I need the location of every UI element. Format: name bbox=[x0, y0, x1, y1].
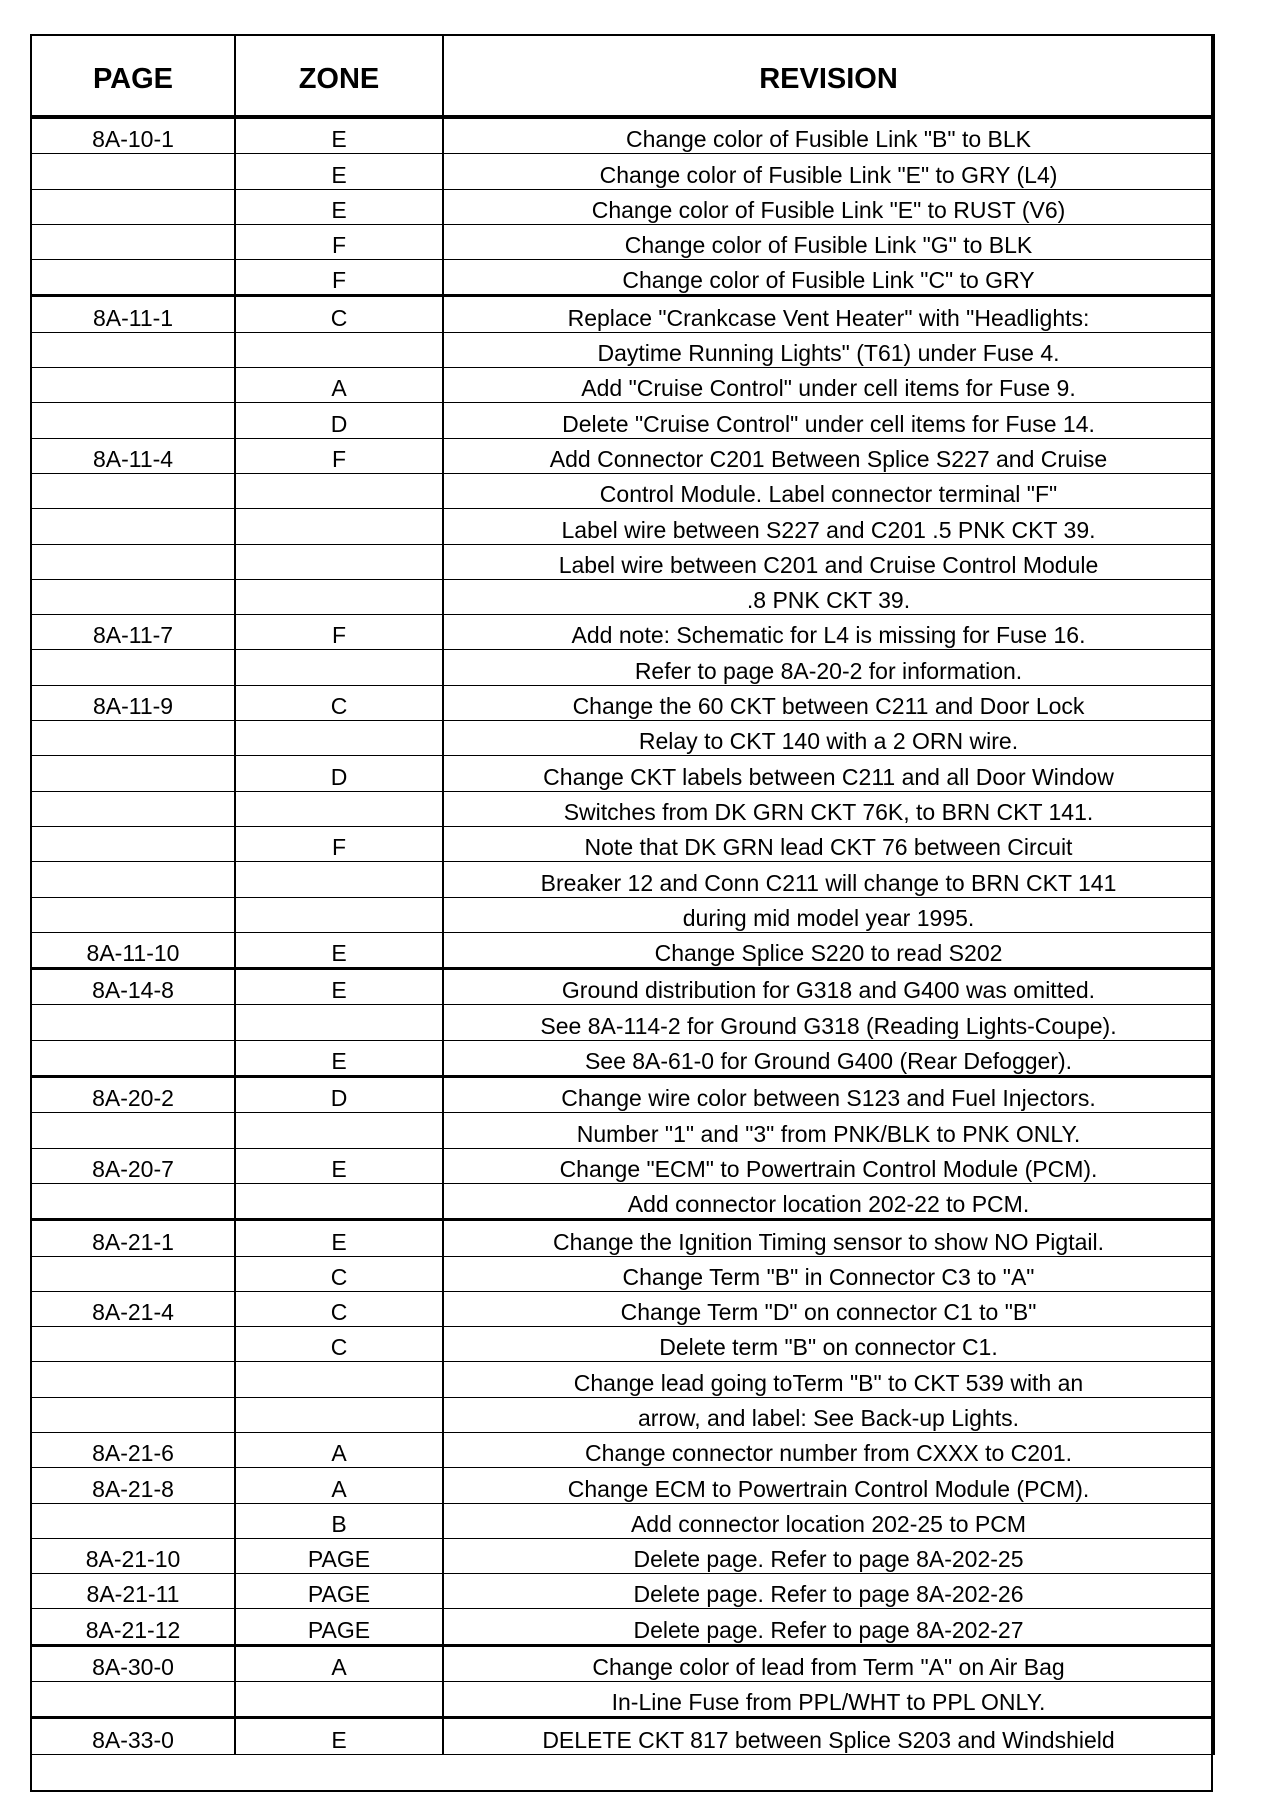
zone-cell bbox=[235, 1397, 443, 1432]
revision-cell: Change "ECM" to Powertrain Control Module (PCM). bbox=[443, 1148, 1214, 1183]
zone-cell: A bbox=[235, 1432, 443, 1467]
revision-cell: arrow, and label: See Back-up Lights. bbox=[443, 1397, 1214, 1432]
revision-cell: .8 PNK CKT 39. bbox=[443, 579, 1214, 614]
revision-cell: Delete "Cruise Control" under cell items for Fuse 14. bbox=[443, 403, 1214, 438]
zone-cell: D bbox=[235, 1077, 443, 1113]
page-cell bbox=[31, 509, 235, 544]
revision-cell: Label wire between C201 and Cruise Control Module bbox=[443, 544, 1214, 579]
zone-cell: C bbox=[235, 296, 443, 332]
zone-cell bbox=[235, 721, 443, 756]
zone-cell: PAGE bbox=[235, 1574, 443, 1609]
table-row bbox=[31, 897, 1214, 932]
page-cell bbox=[31, 1682, 235, 1718]
zone-cell bbox=[235, 544, 443, 579]
page-cell bbox=[31, 1113, 235, 1148]
zone-cell: D bbox=[235, 756, 443, 791]
zone-cell bbox=[235, 1362, 443, 1397]
page-cell bbox=[31, 544, 235, 579]
table-row bbox=[31, 1397, 1214, 1432]
zone-cell bbox=[235, 650, 443, 685]
zone-cell: E bbox=[235, 969, 443, 1005]
revision-cell: Change color of Fusible Link "G" to BLK bbox=[443, 224, 1214, 259]
page-cell: 8A-21-8 bbox=[31, 1468, 235, 1503]
page-cell bbox=[31, 756, 235, 791]
zone-cell: E bbox=[235, 1148, 443, 1183]
table-row bbox=[31, 756, 1214, 791]
revision-cell: Change CKT labels between C211 and all Door Window bbox=[443, 756, 1214, 791]
table-row bbox=[31, 1220, 1214, 1256]
revision-cell: Change color of Fusible Link "E" to GRY (L4) bbox=[443, 154, 1214, 189]
table-row bbox=[31, 1538, 1214, 1573]
revision-cell: Change connector number from CXXX to C201. bbox=[443, 1432, 1214, 1467]
page-cell: 8A-33-0 bbox=[31, 1718, 235, 1754]
zone-cell: F bbox=[235, 224, 443, 259]
page-cell bbox=[31, 260, 235, 296]
page-cell bbox=[31, 579, 235, 614]
revision-cell: See 8A-61-0 for Ground G400 (Rear Defogger). bbox=[443, 1040, 1214, 1076]
revision-cell: Ground distribution for G318 and G400 was omitted. bbox=[443, 969, 1214, 1005]
page-cell bbox=[31, 224, 235, 259]
table-row bbox=[31, 473, 1214, 508]
revision-cell: Delete page. Refer to page 8A-202-26 bbox=[443, 1574, 1214, 1609]
table-row bbox=[31, 1005, 1214, 1040]
table-row bbox=[31, 862, 1214, 897]
zone-cell bbox=[235, 897, 443, 932]
revision-cell: DELETE CKT 817 between Splice S203 and Windshield bbox=[443, 1718, 1214, 1754]
page-cell: 8A-11-7 bbox=[31, 615, 235, 650]
revision-cell: Delete term "B" on connector C1. bbox=[443, 1327, 1214, 1362]
revision-cell: Change lead going toTerm "B" to CKT 539 with an bbox=[443, 1362, 1214, 1397]
table-row bbox=[31, 332, 1214, 367]
page-cell bbox=[31, 1362, 235, 1397]
page-cell: 8A-21-1 bbox=[31, 1220, 235, 1256]
page-cell: 8A-20-2 bbox=[31, 1077, 235, 1113]
revision-cell: Change color of Fusible Link "E" to RUST (V6) bbox=[443, 189, 1214, 224]
revision-cell: Note that DK GRN lead CKT 76 between Circuit bbox=[443, 826, 1214, 861]
table-row bbox=[31, 1077, 1214, 1113]
table-row bbox=[31, 438, 1214, 473]
zone-cell: D bbox=[235, 403, 443, 438]
page-cell: 8A-21-6 bbox=[31, 1432, 235, 1467]
zone-cell: E bbox=[235, 1040, 443, 1076]
zone-cell bbox=[235, 473, 443, 508]
page-cell bbox=[31, 368, 235, 403]
page-cell bbox=[31, 403, 235, 438]
zone-cell: F bbox=[235, 615, 443, 650]
table-row bbox=[31, 721, 1214, 756]
page-cell: 8A-10-1 bbox=[31, 117, 235, 154]
page-cell bbox=[31, 862, 235, 897]
page-cell: 8A-20-7 bbox=[31, 1148, 235, 1183]
page-cell: 8A-11-10 bbox=[31, 932, 235, 968]
page-cell bbox=[31, 897, 235, 932]
page-cell bbox=[31, 154, 235, 189]
revision-cell: Change ECM to Powertrain Control Module (PCM). bbox=[443, 1468, 1214, 1503]
table-row bbox=[31, 650, 1214, 685]
page-cell: 8A-11-4 bbox=[31, 438, 235, 473]
revision-cell: during mid model year 1995. bbox=[443, 897, 1214, 932]
page-cell bbox=[31, 650, 235, 685]
revision-cell: Daytime Running Lights" (T61) under Fuse 4. bbox=[443, 332, 1214, 367]
table-row bbox=[31, 969, 1214, 1005]
revision-cell: Change color of Fusible Link "C" to GRY bbox=[443, 260, 1214, 296]
table-body bbox=[31, 117, 1214, 1754]
revision-cell: Add "Cruise Control" under cell items for Fuse 9. bbox=[443, 368, 1214, 403]
zone-cell bbox=[235, 332, 443, 367]
table-row bbox=[31, 1645, 1214, 1681]
table-row bbox=[31, 615, 1214, 650]
table-row bbox=[31, 154, 1214, 189]
page-cell bbox=[31, 473, 235, 508]
header-row bbox=[31, 35, 1214, 117]
table-row bbox=[31, 1718, 1214, 1754]
zone-cell: A bbox=[235, 1645, 443, 1681]
revision-cell: Relay to CKT 140 with a 2 ORN wire. bbox=[443, 721, 1214, 756]
revision-cell: Switches from DK GRN CKT 76K, to BRN CKT 141. bbox=[443, 791, 1214, 826]
table-row bbox=[31, 1682, 1214, 1718]
page-cell bbox=[31, 1183, 235, 1219]
page-cell bbox=[31, 332, 235, 367]
revision-cell: Change the Ignition Timing sensor to show NO Pigtail. bbox=[443, 1220, 1214, 1256]
zone-column-header: ZONE bbox=[235, 35, 443, 117]
table-row bbox=[31, 296, 1214, 332]
page-cell bbox=[31, 791, 235, 826]
revision-cell: Change Splice S220 to read S202 bbox=[443, 932, 1214, 968]
zone-cell: A bbox=[235, 368, 443, 403]
table-row bbox=[31, 1327, 1214, 1362]
zone-cell bbox=[235, 1183, 443, 1219]
page-cell: 8A-21-4 bbox=[31, 1291, 235, 1326]
revision-cell: Add Connector C201 Between Splice S227 and Cruise bbox=[443, 438, 1214, 473]
table-row bbox=[31, 1432, 1214, 1467]
page-cell: 8A-21-12 bbox=[31, 1609, 235, 1645]
page-cell bbox=[31, 1327, 235, 1362]
revision-cell: Change wire color between S123 and Fuel Injectors. bbox=[443, 1077, 1214, 1113]
zone-cell: E bbox=[235, 117, 443, 154]
page-cell bbox=[31, 721, 235, 756]
revision-cell: Breaker 12 and Conn C211 will change to BRN CKT 141 bbox=[443, 862, 1214, 897]
revision-cell: Delete page. Refer to page 8A-202-27 bbox=[443, 1609, 1214, 1645]
revision-cell: Change color of lead from Term "A" on Air Bag bbox=[443, 1645, 1214, 1681]
table-row bbox=[31, 368, 1214, 403]
table-row bbox=[31, 544, 1214, 579]
revision-cell: Control Module. Label connector terminal "F" bbox=[443, 473, 1214, 508]
zone-cell: PAGE bbox=[235, 1538, 443, 1573]
page-cell: 8A-14-8 bbox=[31, 969, 235, 1005]
revision-cell: Refer to page 8A-20-2 for information. bbox=[443, 650, 1214, 685]
revision-column-header: REVISION bbox=[443, 35, 1214, 117]
zone-cell: F bbox=[235, 260, 443, 296]
table-row bbox=[31, 1503, 1214, 1538]
page-cell bbox=[31, 1397, 235, 1432]
page-cell: 8A-21-11 bbox=[31, 1574, 235, 1609]
page-cell: 8A-11-9 bbox=[31, 685, 235, 720]
zone-cell: C bbox=[235, 1291, 443, 1326]
page-cell bbox=[31, 1503, 235, 1538]
zone-cell: PAGE bbox=[235, 1609, 443, 1645]
revision-cell: Replace "Crankcase Vent Heater" with "Headlights: bbox=[443, 296, 1214, 332]
zone-cell: E bbox=[235, 189, 443, 224]
table-row bbox=[31, 403, 1214, 438]
table-row bbox=[31, 579, 1214, 614]
zone-cell bbox=[235, 509, 443, 544]
page-cell: 8A-21-10 bbox=[31, 1538, 235, 1573]
page-cell bbox=[31, 1005, 235, 1040]
zone-cell bbox=[235, 1113, 443, 1148]
revision-cell: Change Term "D" on connector C1 to "B" bbox=[443, 1291, 1214, 1326]
table-row bbox=[31, 791, 1214, 826]
page-cell bbox=[31, 1256, 235, 1291]
zone-cell: C bbox=[235, 1327, 443, 1362]
page-cell bbox=[31, 826, 235, 861]
zone-cell bbox=[235, 1005, 443, 1040]
revision-table bbox=[30, 34, 1215, 1755]
zone-cell: E bbox=[235, 1718, 443, 1754]
table-row bbox=[31, 1362, 1214, 1397]
zone-cell: A bbox=[235, 1468, 443, 1503]
revision-cell: Add note: Schematic for L4 is missing for Fuse 16. bbox=[443, 615, 1214, 650]
page-cell: 8A-11-1 bbox=[31, 296, 235, 332]
table-row bbox=[31, 1291, 1214, 1326]
zone-cell: E bbox=[235, 1220, 443, 1256]
page-cell: 8A-30-0 bbox=[31, 1645, 235, 1681]
zone-cell: F bbox=[235, 438, 443, 473]
zone-cell: C bbox=[235, 1256, 443, 1291]
revision-cell: Add connector location 202-25 to PCM bbox=[443, 1503, 1214, 1538]
zone-cell bbox=[235, 1682, 443, 1718]
table-row bbox=[31, 1113, 1214, 1148]
revision-cell: Number "1" and "3" from PNK/BLK to PNK ONLY. bbox=[443, 1113, 1214, 1148]
page-column-header: PAGE bbox=[31, 35, 235, 117]
revision-cell: Change Term "B" in Connector C3 to "A" bbox=[443, 1256, 1214, 1291]
table-row bbox=[31, 1256, 1214, 1291]
table-row bbox=[31, 117, 1214, 154]
zone-cell bbox=[235, 862, 443, 897]
table-row bbox=[31, 224, 1214, 259]
page-cell bbox=[31, 1040, 235, 1076]
table-row bbox=[31, 1183, 1214, 1219]
table-row bbox=[31, 1148, 1214, 1183]
zone-cell: E bbox=[235, 932, 443, 968]
revision-cell: Change the 60 CKT between C211 and Door Lock bbox=[443, 685, 1214, 720]
revision-cell: Delete page. Refer to page 8A-202-25 bbox=[443, 1538, 1214, 1573]
zone-cell bbox=[235, 579, 443, 614]
table-row bbox=[31, 189, 1214, 224]
table-row bbox=[31, 1609, 1214, 1645]
table-row bbox=[31, 932, 1214, 968]
revision-cell: Change color of Fusible Link "B" to BLK bbox=[443, 117, 1214, 154]
table-row bbox=[31, 1468, 1214, 1503]
revision-cell: See 8A-114-2 for Ground G318 (Reading Lights-Coupe). bbox=[443, 1005, 1214, 1040]
zone-cell: F bbox=[235, 826, 443, 861]
zone-cell bbox=[235, 791, 443, 826]
revision-cell: In-Line Fuse from PPL/WHT to PPL ONLY. bbox=[443, 1682, 1214, 1718]
table-row bbox=[31, 826, 1214, 861]
revision-cell: Label wire between S227 and C201 .5 PNK CKT 39. bbox=[443, 509, 1214, 544]
zone-cell: B bbox=[235, 1503, 443, 1538]
table-row bbox=[31, 509, 1214, 544]
zone-cell: C bbox=[235, 685, 443, 720]
table-row bbox=[31, 1040, 1214, 1076]
revision-cell: Add connector location 202-22 to PCM. bbox=[443, 1183, 1214, 1219]
table-row bbox=[31, 260, 1214, 296]
page-cell bbox=[31, 189, 235, 224]
table-row bbox=[31, 1574, 1214, 1609]
table-row bbox=[31, 685, 1214, 720]
zone-cell: E bbox=[235, 154, 443, 189]
